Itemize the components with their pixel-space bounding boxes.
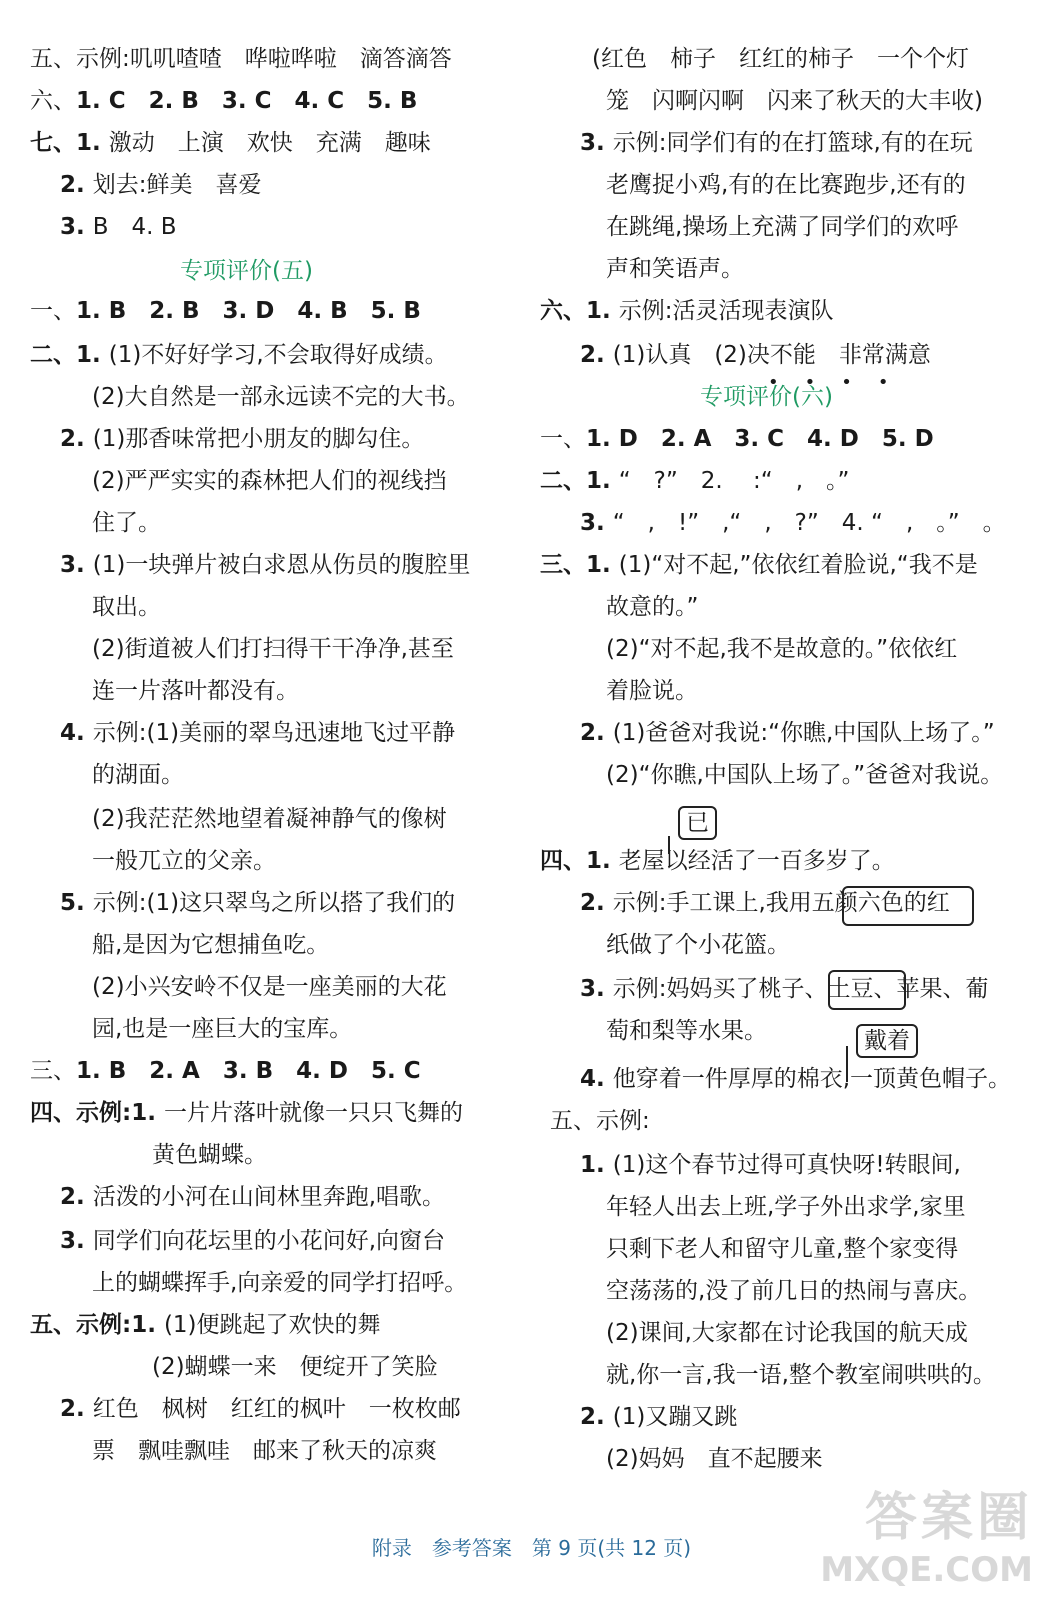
answer-line: 二、1. “ ?” 2. :“ , 。”: [540, 468, 850, 494]
answer-line: 取出。: [92, 594, 161, 620]
answer-line: 1. (1)这个春节过得可真快呀!转眼间,: [580, 1152, 961, 1178]
answer-line: 声和笑语声。: [606, 256, 744, 282]
answer-line: (2)妈妈 直不起腰来: [606, 1446, 823, 1472]
watermark: 答案圈 MXQE.COM: [820, 1488, 1033, 1590]
answer-line: 老鹰捉小鸡,有的在比赛跑步,还有的: [606, 172, 966, 198]
answer-line: 一、1. D 2. A 3. C 4. D 5. D: [540, 426, 934, 452]
answer-line: (2)严严实实的森林把人们的视线挡: [92, 468, 447, 494]
answer-line: 2. 划去:鲜美 喜爱: [60, 172, 262, 198]
answer-line: 上的蝴蝶挥手,向亲爱的同学打招呼。: [92, 1270, 468, 1296]
answer-line: (2)小兴安岭不仅是一座美丽的大花: [92, 974, 447, 1000]
answer-line: 船,是因为它想捕鱼吃。: [92, 932, 330, 958]
answer-line: 六、1. C 2. B 3. C 4. C 5. B: [30, 88, 418, 114]
answer-line: (2)“你瞧,中国队上场了。”爸爸对我说。: [606, 762, 1004, 788]
answer-line: 故意的。”: [606, 594, 699, 620]
answer-line: 3. 示例:同学们有的在打篮球,有的在玩: [580, 130, 973, 156]
answer-line: 空荡荡的,没了前几日的热闹与喜庆。: [606, 1278, 982, 1304]
section-heading: 专项评价(五): [180, 258, 313, 284]
answer-line: 六、1. 示例:活灵活现表演队: [540, 298, 834, 324]
circled-phrase: [842, 886, 974, 926]
answer-line: 2. 活泼的小河在山间林里奔跑,唱歌。: [60, 1184, 446, 1210]
answer-line: 3. 示例:妈妈买了桃子、土豆、苹果、葡: [580, 976, 989, 1002]
answer-line: 3. (1)一块弹片被白求恩从伤员的腹腔里: [60, 552, 471, 578]
answer-line: 萄和梨等水果。: [606, 1018, 767, 1044]
answer-line: 3. “ , !” ,“ , ?” 4. “ , 。” 。: [580, 510, 1006, 536]
answer-line: 只剩下老人和留守儿童,整个家变得: [606, 1236, 959, 1262]
answer-line: (2)大自然是一部永远读不完的大书。: [92, 384, 470, 410]
answer-line: (2)课间,大家都在讨论我国的航天成: [606, 1320, 968, 1346]
answer-line: 纸做了个小花篮。: [606, 932, 790, 958]
answer-line: 连一片落叶都没有。: [92, 678, 299, 704]
answer-line: 一般兀立的父亲。: [92, 848, 276, 874]
insertion-caret: [846, 1046, 848, 1082]
answer-line: 的湖面。: [92, 762, 184, 788]
answer-line: 园,也是一座巨大的宝库。: [92, 1016, 353, 1042]
answer-line: 三、1. (1)“对不起,”依依红着脸说,“我不是: [540, 552, 978, 578]
answer-line: 2. (1)又蹦又跳: [580, 1404, 738, 1430]
answer-line: 五、示例:叽叽喳喳 哗啦哗啦 滴答滴答: [30, 46, 452, 72]
answer-line: 2. (1)那香味常把小朋友的脚勾住。: [60, 426, 425, 452]
circled-phrase: [828, 970, 906, 1010]
correction-tag: 已: [678, 806, 717, 840]
answer-line: 七、1. 激动 上演 欢快 充满 趣味: [30, 130, 431, 156]
answer-line: 五、示例:: [550, 1108, 650, 1134]
answer-line: 住了。: [92, 510, 161, 536]
answer-line: (2)“对不起,我不是故意的。”依依红: [606, 636, 958, 662]
answer-line: 年轻人出去上班,学子外出求学,家里: [606, 1194, 966, 1220]
answer-line: (红色 柿子 红红的柿子 一个个灯: [592, 46, 969, 72]
insertion-tag: 戴着: [856, 1024, 918, 1058]
section-heading: 专项评价(六): [700, 384, 833, 410]
answer-line: 五、示例:1. (1)便跳起了欢快的舞: [30, 1312, 381, 1338]
answer-line: 2. (1)爸爸对我说:“你瞧,中国队上场了。”: [580, 720, 995, 746]
answer-line: 4. 示例:(1)美丽的翠鸟迅速地飞过平静: [60, 720, 456, 746]
answer-line: 二、1. (1)不好好学习,不会取得好成绩。: [30, 342, 448, 368]
answer-line: 黄色蝴蝶。: [152, 1142, 267, 1168]
emphasis-dots: ••••: [768, 372, 915, 393]
answer-line: 4. 他穿着一件厚厚的棉衣,一顶黄色帽子。: [580, 1066, 1012, 1092]
answer-line: 着脸说。: [606, 678, 698, 704]
answer-line: 2. 示例:手工课上,我用五颜六色的红: [580, 890, 950, 916]
answer-line: 3. 同学们向花坛里的小花问好,向窗台: [60, 1228, 446, 1254]
answer-line: 四、示例:1. 一片片落叶就像一只只飞舞的: [30, 1100, 463, 1126]
answer-line: (2)蝴蝶一来 便绽开了笑脸: [152, 1354, 438, 1380]
answer-line: 笼 闪啊闪啊 闪来了秋天的大丰收): [606, 88, 983, 114]
answer-line: (2)我茫茫然地望着凝神静气的像树: [92, 806, 447, 832]
answer-line: 四、1. 老屋以经活了一百多岁了。: [540, 848, 895, 874]
answer-line: 一、1. B 2. B 3. D 4. B 5. B: [30, 298, 421, 324]
answer-line: 5. 示例:(1)这只翠鸟之所以搭了我们的: [60, 890, 456, 916]
answer-line: 就,你一言,我一语,整个教室闹哄哄的。: [606, 1362, 996, 1388]
answer-line: 在跳绳,操场上充满了同学们的欢呼: [606, 214, 959, 240]
answer-line: 2. 红色 枫树 红红的枫叶 一枚枚邮: [60, 1396, 461, 1422]
answer-line: (2)街道被人们打扫得干干净净,甚至: [92, 636, 454, 662]
correction-caret: [668, 836, 670, 854]
page-footer: 附录 参考答案 第 9 页(共 12 页): [371, 1536, 692, 1560]
answer-line: 3. B 4. B: [60, 214, 177, 240]
answer-line: 2. (1)认真 (2)决不能 非常满意: [580, 342, 931, 368]
answer-line: 票 飘哇飘哇 邮来了秋天的凉爽: [92, 1438, 437, 1464]
answer-line: 三、1. B 2. A 3. B 4. D 5. C: [30, 1058, 421, 1084]
